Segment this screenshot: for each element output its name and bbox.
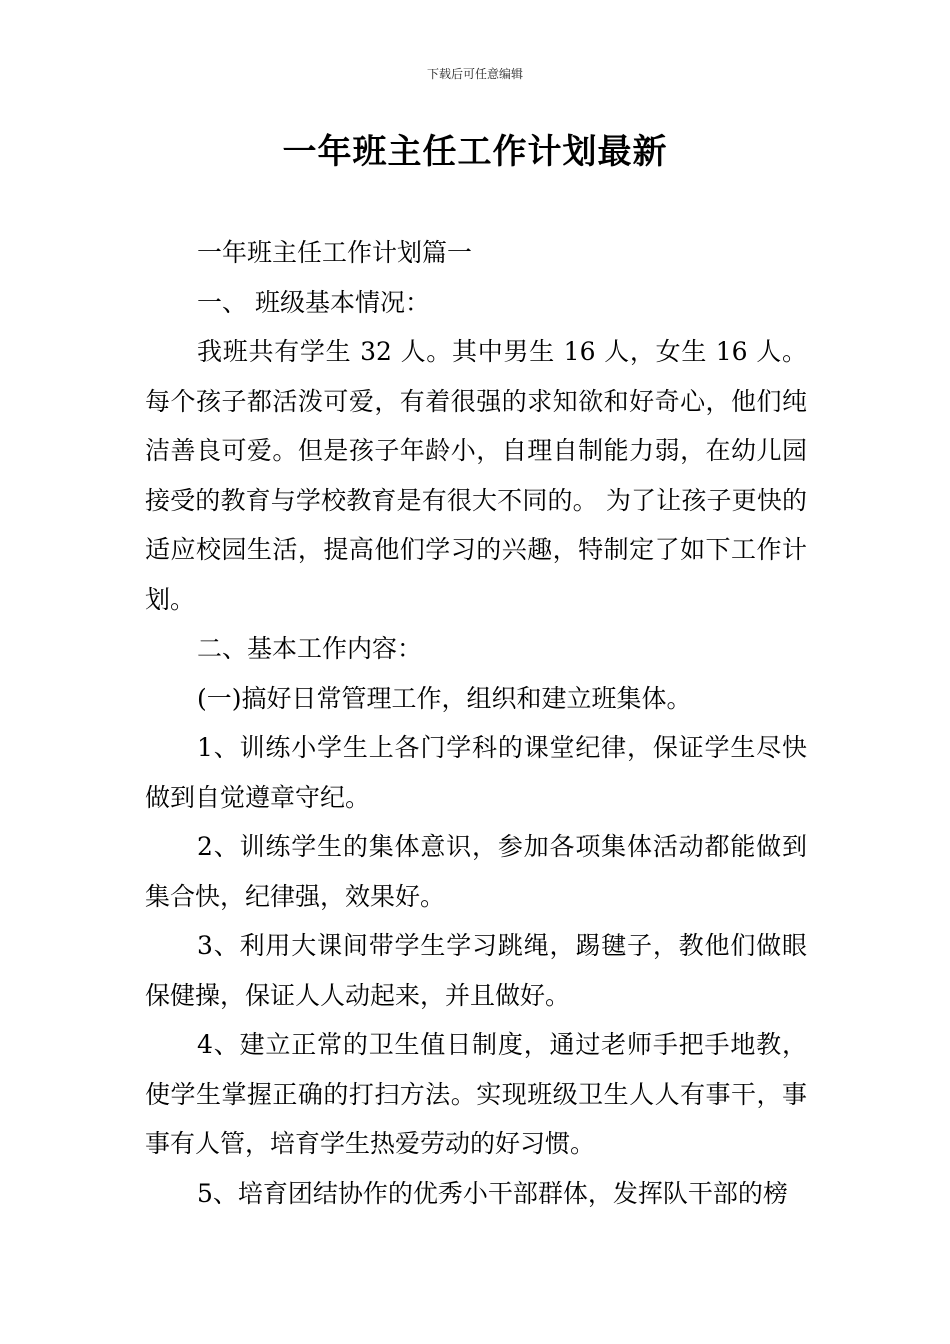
list-item: 1、训练小学生上各门学科的课堂纪律，保证学生尽快做到自觉遵章守纪。 <box>145 733 807 812</box>
document-body <box>145 228 807 1218</box>
list-item: 2、训练学生的集体意识，参加各项集体活动都能做到集合快，纪律强，效果好。 <box>145 832 807 911</box>
section-heading: 一年班主任工作计划篇一 <box>197 238 473 267</box>
list-item: 4、建立正常的卫生值日制度，通过老师手把手地教，使学生掌握正确的打扫方法。实现班级卫生人人有事干，事事有人管，培育学生热爱劳动的好习惯。 <box>145 1030 807 1158</box>
list-item: 5、培育团结协作的优秀小干部群体，发挥队干部的榜 <box>197 1178 788 1208</box>
header-note: 下载后可任意编辑 <box>426 67 523 81</box>
document-title: 一年班主任工作计划最新 <box>282 132 668 172</box>
paragraph: 我班共有学生 32 人。其中男生 16 人，女生 16 人。每个孩子都活泼可爱，有着很强的求知欲和好奇心，他们纯洁善良可爱。但是孩子年龄小，自理自制能力弱，在幼儿园接受的教育与学校教育是有很大不同的。 为了让孩子更快的适应校园生活，提高他们学习的兴趣，特制定了如下工作计划。 <box>145 337 807 614</box>
subsection-heading: 一、 班级基本情况： <box>197 287 430 317</box>
subsection-heading: 二、基本工作内容： <box>197 634 423 663</box>
paragraph: (一)搞好日常管理工作，组织和建立班集体。 <box>197 683 692 713</box>
list-item: 3、利用大课间带学生学习跳绳，踢毽子，教他们做眼保健操，保证人人动起来，并且做好。 <box>145 931 807 1010</box>
